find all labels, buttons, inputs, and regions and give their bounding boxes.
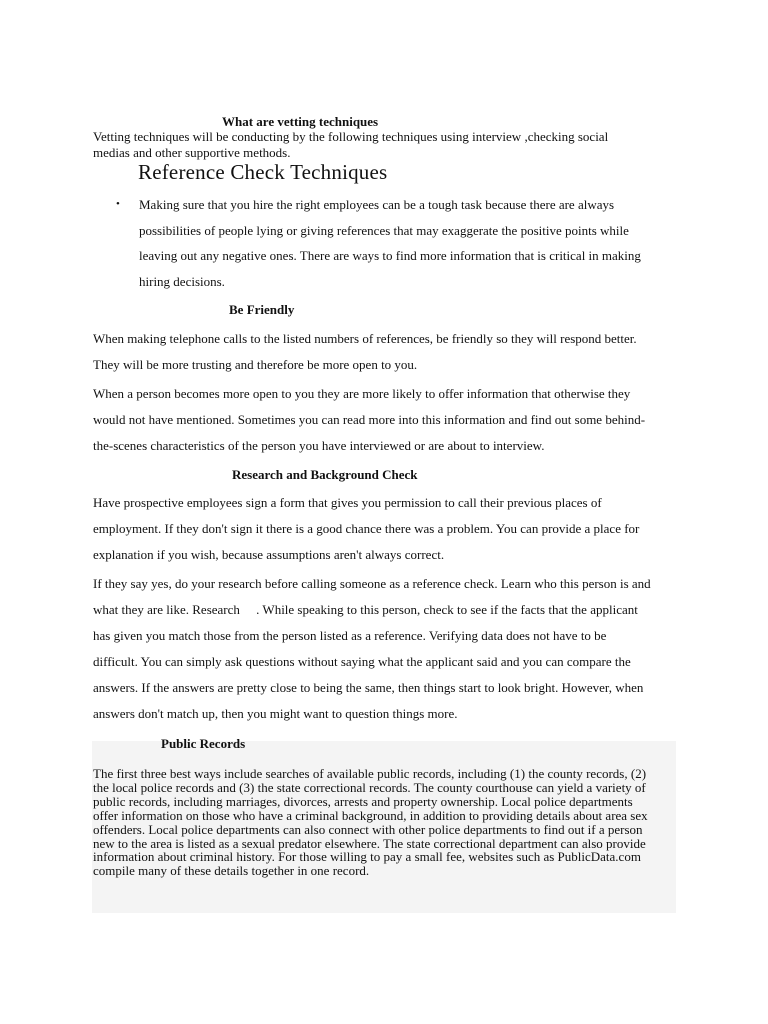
friendly-paragraph-2 xyxy=(93,381,683,459)
records-line: offer information on those who have a criminal background, in addition to providing details about area sex xyxy=(93,807,648,823)
research-line: If they say yes, do your research before calling someone as a reference check. Learn who this person is and xyxy=(93,576,651,591)
vetting-paragraph xyxy=(93,129,693,161)
bullet-line: Making sure that you hire the right employees can be a tough task because there are always xyxy=(139,197,615,212)
bullet-paragraph xyxy=(139,192,679,294)
research-line: difficult. You can simply ask questions without saying what the applicant said and you can compare the xyxy=(93,654,631,669)
research-line: Have prospective employees sign a form that gives you permission to call their previous places of xyxy=(93,495,602,510)
records-paragraph xyxy=(93,767,677,878)
research-line: explanation if you wish, because assumptions aren't always correct. xyxy=(93,547,445,562)
friendly-paragraph-1 xyxy=(93,326,683,378)
research-line: employment. If they don't sign it there is a good chance there was a problem. You can provide a place for xyxy=(93,521,640,536)
records-line: offenders. Local police departments can also connect with other police departments to find out if a person xyxy=(93,821,643,837)
records-line: compile many of these details together in one record. xyxy=(93,863,370,879)
research-line: has given you match those from the person listed as a reference. Verifying data does not have to be xyxy=(93,628,607,643)
records-line: public records, including marriages, divorces, arrests and property ownership. Local police departments xyxy=(93,793,633,809)
friendly-line: They will be more trusting and therefore be more open to you. xyxy=(93,357,418,372)
research-paragraph-1 xyxy=(93,490,683,568)
bullet-line: possibilities of people lying or giving references that may exaggerate the positive points while xyxy=(139,222,629,238)
vetting-line: medias and other supportive methods. xyxy=(93,145,291,160)
research-line: answers don't match up, then you might want to question things more. xyxy=(93,706,458,721)
records-line: new to the area is listed as a sexual predator elsewhere. The state correctional department can also provide xyxy=(93,835,646,851)
records-line: information about criminal history. For those willing to pay a small fee, websites such as PublicData.com xyxy=(93,849,641,865)
friendly-heading: Be Friendly xyxy=(229,302,295,317)
research-heading: Research and Background Check xyxy=(232,467,418,482)
vetting-line: Vetting techniques will be conducting by the following techniques using interview ,checking social xyxy=(93,129,609,144)
records-line: the local police records and (3) the state correctional records. The county courthouse can yield a variety of xyxy=(93,779,646,795)
bullet-line: hiring decisions. xyxy=(139,273,225,289)
vetting-heading: What are vetting techniques xyxy=(222,114,379,129)
records-line: The first three best ways include searches of available public records, including (1) the county records, (2) xyxy=(93,766,647,781)
friendly-line: the-scenes characteristics of the person you have interviewed or are about to interview. xyxy=(93,438,545,453)
records-heading: Public Records xyxy=(161,736,246,751)
research-line: what they are like. Research . While speaking to this person, check to see if the facts that the applicant xyxy=(93,602,638,617)
friendly-line: When making telephone calls to the listed numbers of references, be friendly so they will respond better. xyxy=(93,331,637,346)
research-line: answers. If the answers are pretty close to being the same, then things start to look bright. However, when xyxy=(93,680,644,695)
research-paragraph-2 xyxy=(93,571,683,727)
reference-title: Reference Check Techniques xyxy=(138,160,388,184)
friendly-line: When a person becomes more open to you they are more likely to offer information that otherwise they xyxy=(93,386,631,401)
bullet-icon: • xyxy=(116,198,120,210)
friendly-line: would not have mentioned. Sometimes you can read more into this information and find out some behind- xyxy=(93,412,646,427)
bullet-line: leaving out any negative ones. There are ways to find more information that is critical in making xyxy=(139,248,641,263)
